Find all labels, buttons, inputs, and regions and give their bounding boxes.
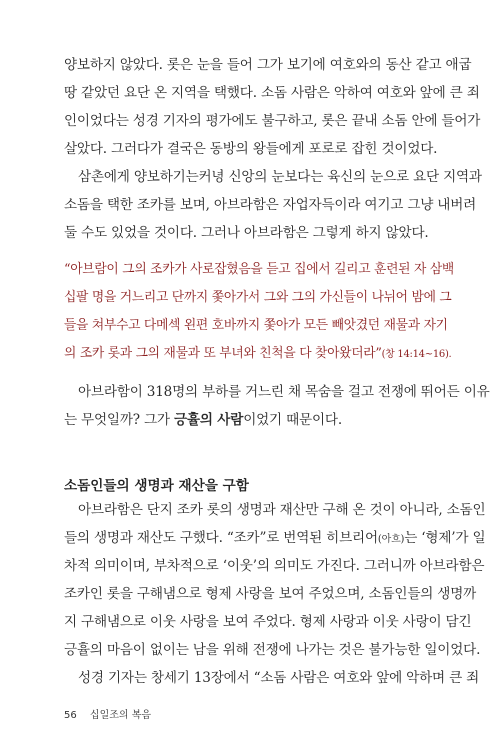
paragraph-2-line-1: 삼촌에게 양보하기는커녕 신앙의 눈보다는 육신의 눈으로 요단 지역과 [78,169,482,185]
quote-reference: (창 14:14~16). [381,349,452,360]
paragraph-4-line-2 [64,530,486,548]
paragraph-4-line-4: 조카인 롯을 구해냄으로 형제 사랑을 보여 주었으며, 소돔인들의 생명까 [64,586,477,602]
paragraph-3-line-2-start: 는 무엇일까? 그가 [64,412,174,428]
emphasis-text: 긍휼의 사람 [173,412,244,428]
paragraph-5-line-1: 성경 기자는 창세기 13장에서 “소돔 사람은 여호와 앞에 악하며 큰 죄 [78,670,480,686]
page-footer [64,706,151,721]
paragraph-4-line-5: 지 구해냄으로 이웃 사랑을 보여 주었다. 형제 사랑과 이웃 사랑이 담긴 [64,614,472,630]
paragraph-3-line-2 [64,412,439,428]
paragraph-1-line-3: 인이었다는 성경 기자의 평가에도 불구하고, 롯은 끝내 소돔 안에 들어가 [64,113,481,129]
quote-line-3: 들을 쳐부수고 다메섹 왼편 호바까지 쫓아가 모든 빼앗겼던 재물과 자기 [64,318,448,333]
paragraph-3-line-2-end: 이었기 때문이다. [243,412,342,428]
paragraph-4-line-2-end: 는 ‘형제’가 일 [404,530,486,546]
paragraph-4-line-3: 차적 의미이며, 부차적으로 ‘이웃’의 의미도 가진다. 그러니까 아브라함은 [64,558,485,574]
quote-line-2: 십팔 명을 거느리고 단까지 쫓아가서 그와 그의 가신들이 나뉘어 밤에 그 [64,290,452,305]
paragraph-1-line-4: 살았다. 그러다가 결국은 동방의 왕들에게 포로로 잡힌 것이었다. [64,141,438,157]
paragraph-4-line-6: 긍휼의 마음이 없이는 남을 위해 전쟁에 나가는 것은 불가능한 일이었다. [64,642,481,658]
book-title: 십일조의 복음 [89,710,152,721]
quote-line-4-text: 의 조카 롯과 그의 재물과 또 부녀와 친척을 다 찾아왔더라” [64,346,382,361]
paragraph-1-line-1: 양보하지 않았다. 롯은 눈을 들어 그가 보기에 여호와의 동산 같고 애굽 [64,57,472,73]
paragraph-2-line-3: 둘 수도 있었을 것이다. 그러나 아브라함은 그렇게 하지 않았다. [64,225,429,241]
quote-line-1: “아브람이 그의 조카가 사로잡혔음을 듣고 집에서 길리고 훈련된 자 삼백 [64,262,454,277]
paragraph-3-line-1: 아브라함이 318명의 부하를 거느린 채 목숨을 걸고 전쟁에 뛰어든 이유 [78,384,490,400]
section-heading: 소돔인들의 생명과 재산을 구함 [64,478,249,494]
paragraph-4-line-2-start: 들의 생명과 재산도 구했다. “조카”로 번역된 히브리어 [64,530,378,546]
hebrew-transliteration: (아흐) [377,534,405,545]
paragraph-2-line-2: 소돔을 택한 조카를 보며, 아브라함은 자업자득이라 여기고 그냥 내버려 [64,197,477,213]
quote-line-4 [64,346,452,363]
paragraph-4-line-1: 아브라함은 단지 조카 롯의 생명과 재산만 구해 온 것이 아니라, 소돔인 [78,502,486,518]
page-number: 56 [64,710,77,721]
paragraph-1-line-2: 땅 같았던 요단 온 지역을 택했다. 소돔 사람은 악하여 여호와 앞에 큰 죄 [64,85,480,101]
